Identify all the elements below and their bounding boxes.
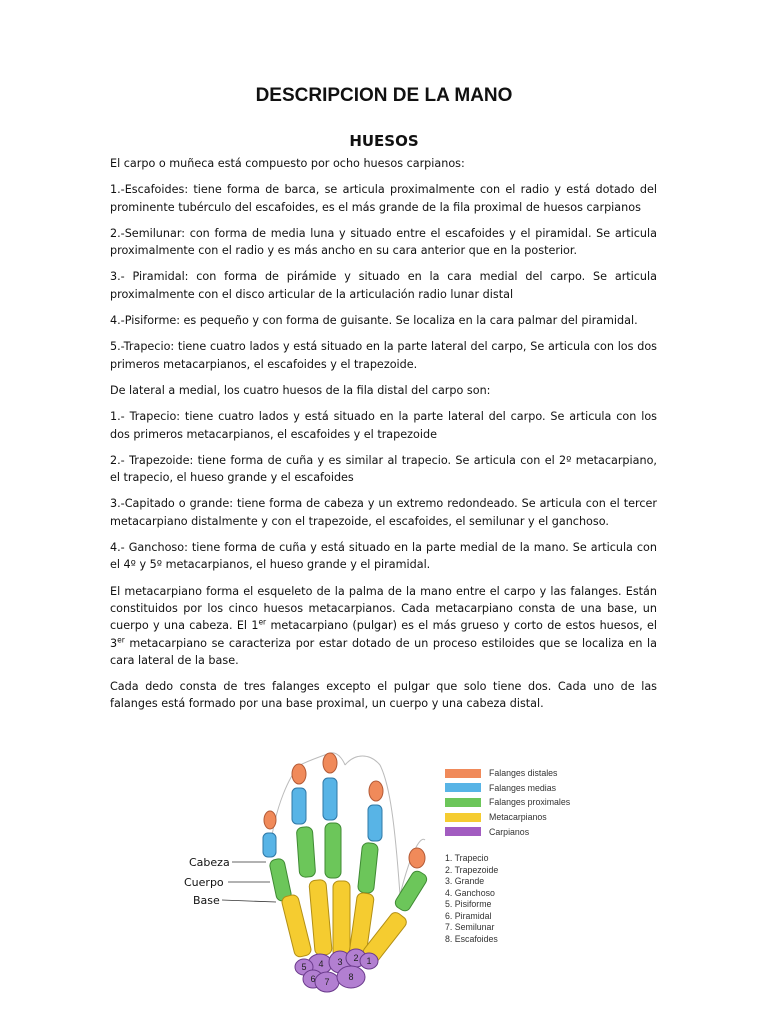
paragraph-pisiforme: 4.-Pisiforme: es pequeño y con forma de guisante. Se localiza en la cara palmar del piramidal. bbox=[110, 314, 638, 328]
label-base: Base bbox=[193, 894, 220, 907]
list-item: 2. Trapezoide bbox=[445, 864, 499, 875]
legend-item-carpals bbox=[445, 824, 595, 839]
list-item: 4. Ganchoso bbox=[445, 887, 495, 898]
legend-swatch bbox=[445, 783, 481, 792]
list-item: 7. Semilunar bbox=[445, 922, 495, 932]
carpal-label-2: 2 bbox=[353, 953, 359, 963]
legend-swatch bbox=[445, 798, 481, 807]
leader-lines bbox=[222, 862, 276, 902]
figure-legend bbox=[445, 766, 595, 839]
paragraph-metacarpiano-part-c: metacarpiano se caracteriza por estar dotado de un proceso estiloides que se localiza en la cara lateral de la base. bbox=[110, 636, 657, 667]
legend-label: Falanges distales bbox=[489, 768, 558, 779]
body-text bbox=[110, 155, 657, 722]
carpal-label-5: 5 bbox=[301, 962, 307, 972]
list-item: 3. Grande bbox=[445, 876, 485, 886]
distal-phalanges bbox=[264, 753, 425, 868]
legend-label: Carpianos bbox=[489, 826, 530, 837]
paragraph-intro: El carpo o muñeca está compuesto por ocho huesos carpianos: bbox=[110, 157, 465, 170]
paragraph-distal-row-intro: De lateral a medial, los cuatro huesos de la fila distal del carpo son: bbox=[110, 383, 491, 397]
legend-swatch bbox=[445, 813, 481, 822]
paragraph-ganchoso: 4.- Ganchoso: tiene forma de cuña y está situado en la parte medial de la mano. Se articula con el 4º y 5º metacarpianos, el hueso grande y el piramidal. bbox=[110, 541, 657, 572]
paragraph-trapecio-1: 5.-Trapecio: tiene cuatro lados y está situado en la parte lateral del carpo, Se articula con los dos primeros metacarpianos, el escafoides y el trapezoide. bbox=[110, 340, 657, 371]
paragraph-semilunar: 2.-Semilunar: con forma de media luna y situado entre el escafoides y el piramidal. Se articula proximalmente con el radio y es más ancho en su cara anterior que en la posterior. bbox=[110, 226, 657, 258]
legend-label: Falanges proximales bbox=[489, 797, 571, 808]
superscript-er-1: er bbox=[258, 617, 267, 627]
carpal-label-6: 6 bbox=[310, 974, 316, 984]
carpal-label-8: 8 bbox=[348, 972, 354, 982]
list-item: 6. Piramidal bbox=[445, 910, 492, 921]
label-head: Cabeza bbox=[189, 856, 230, 869]
paragraph-trapezoide: 2.- Trapezoide: tiene forma de cuña y es similar al trapecio. Se articula con el 2º metacarpiano, el trapecio, el hueso grande y el escafoides bbox=[110, 453, 657, 485]
legend-swatch bbox=[445, 827, 481, 836]
section-heading: HUESOS bbox=[349, 132, 419, 150]
carpal-label-1: 1 bbox=[366, 956, 372, 966]
paragraph-falanges: Cada dedo consta de tres falanges excepto el pulgar que solo tiene dos. Cada uno de las falanges está formado por una base proximal, un cuerpo y una cabeza distal. bbox=[110, 680, 657, 711]
paragraph-trapecio-2: 1.- Trapecio: tiene cuatro lados y está situado en la parte lateral del carpo. Se articula con los dos primeros metacarpianos, el escafoides y el trapezoide bbox=[110, 410, 657, 441]
legend-item-metacarpals bbox=[445, 810, 595, 825]
paragraph-metacarpiano-part-a: El metacarpiano forma el esqueleto de la palma de la mano entre el carpo y las falanges. Están constituidos por los cinco huesos metacarpianos. Cada metacarpiano consta de una base, un cuerpo y una cabeza. El 1 bbox=[110, 584, 657, 633]
list-item: 1. Trapecio bbox=[445, 853, 489, 863]
carpal-label-3: 3 bbox=[337, 957, 343, 967]
paragraph-capitado: 3.-Capitado o grande: tiene forma de cabeza y un extremo redondeado. Se articula con el tercer metacarpiano distalmente y con el trapezoide, el escafoides, el semilunar y el ganchoso. bbox=[110, 497, 657, 528]
paragraph-metacarpiano-part-b: metacarpiano (pulgar) es el más grueso y corto de estos huesos, el 3 bbox=[110, 619, 657, 650]
carpal-numbered-list bbox=[445, 853, 565, 945]
list-item: 5. Pisiforme bbox=[445, 899, 492, 909]
legend-item-distal bbox=[445, 766, 595, 781]
legend-label: Metacarpianos bbox=[489, 812, 547, 823]
legend-item-proximal bbox=[445, 795, 595, 810]
legend-swatch bbox=[445, 769, 481, 778]
superscript-er-2: er bbox=[117, 634, 125, 644]
page-title: DESCRIPCION DE LA MANO bbox=[255, 85, 513, 106]
list-item: 8. Escafoides bbox=[445, 933, 498, 944]
paragraph-escafoides: 1.-Escafoides: tiene forma de barca, se articula proximalmente con el radio y está dotado del prominente tubérculo del escafoides, es el más grande de la fila proximal de huesos carpianos bbox=[110, 183, 657, 214]
label-body: Cuerpo bbox=[184, 876, 224, 889]
legend-item-middle bbox=[445, 781, 595, 796]
legend-label: Falanges medias bbox=[489, 782, 556, 793]
carpal-label-7: 7 bbox=[324, 977, 330, 987]
paragraph-metacarpiano bbox=[110, 583, 657, 669]
paragraph-piramidal: 3.- Piramidal: con forma de pirámide y situado en la cara medial del carpo. Se articula proximalmente con el disco articular de la articulación radio lunar distal bbox=[110, 270, 657, 301]
carpal-label-4: 4 bbox=[318, 959, 324, 969]
